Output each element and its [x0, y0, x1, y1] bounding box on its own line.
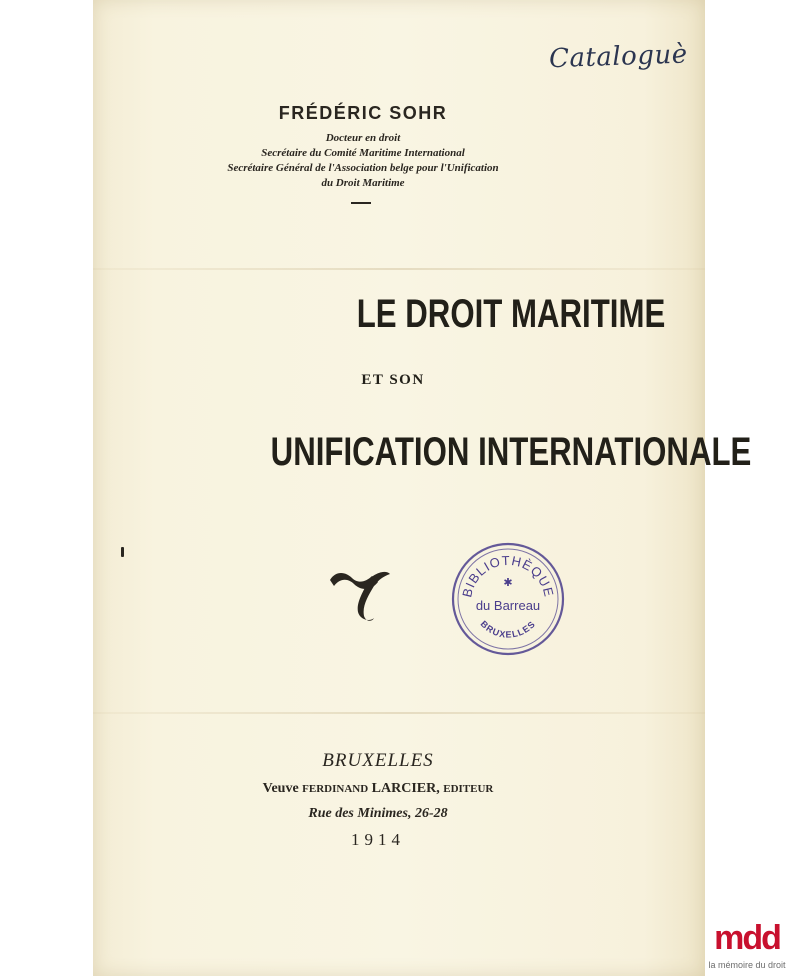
- book-title-line-2: ET SON: [361, 372, 425, 388]
- publisher-first-name: FERDINAND: [302, 783, 369, 795]
- stamp-middle-text: du Barreau: [475, 598, 541, 613]
- mdd-tagline: la mémoire du droit: [708, 960, 786, 970]
- stamp-top-text: BIBLIOTHÈQUE: [459, 552, 557, 599]
- svg-text:BIBLIOTHÈQUE: [459, 553, 557, 599]
- publisher-prefix: Veuve: [262, 781, 299, 796]
- author-credential: Docteur en droit: [325, 132, 401, 144]
- mdd-logo-text: mdd: [714, 919, 780, 955]
- separator-dash: [351, 202, 371, 204]
- stamp-star-icon: ✱: [503, 577, 513, 589]
- publisher-role: EDITEUR: [443, 783, 494, 795]
- publication-city: BRUXELLES: [322, 750, 434, 771]
- publisher-line: [93, 781, 663, 797]
- publication-year: 1914: [351, 830, 405, 849]
- ink-mark: [121, 547, 124, 557]
- book-title-line-1: LE DROIT MARITIME: [356, 292, 666, 336]
- mdd-logo: [702, 919, 792, 970]
- library-stamp: [449, 540, 567, 658]
- book-title-line-3: UNIFICATION INTERNATIONALE: [270, 430, 752, 474]
- paper-fold-line: [93, 712, 705, 714]
- handwritten-note: Cataloguè: [548, 39, 689, 75]
- author-credential: Secrétaire Général de l'Association belge pour l'Unification: [227, 162, 499, 174]
- paper-fold-line: [93, 268, 705, 270]
- publisher-address: Rue des Minimes, 26-28: [308, 806, 448, 821]
- mdd-logo-mark: [709, 919, 785, 955]
- author-credential: du Droit Maritime: [321, 177, 405, 189]
- author-name: FRÉDÉRIC SOHR: [278, 103, 448, 123]
- author-credential: Secrétaire du Comité Maritime International: [261, 147, 465, 159]
- svg-text:BRUXELLES: [479, 619, 538, 640]
- publisher-name: LARCIER,: [371, 781, 440, 796]
- printer-ornament-icon: [326, 566, 396, 626]
- stamp-bottom-text: BRUXELLES: [478, 618, 538, 640]
